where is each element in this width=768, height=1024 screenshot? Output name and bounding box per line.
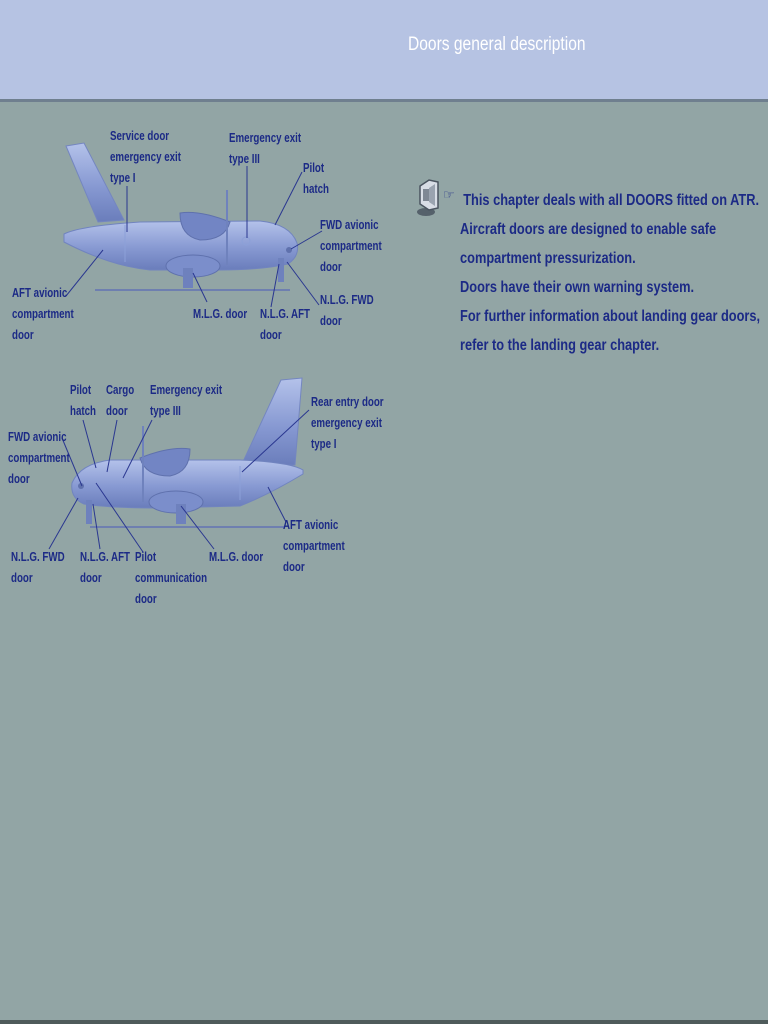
- pointing-hand-icon: ☞: [443, 187, 455, 202]
- label-pilot-hatch-2: Pilot hatch: [70, 383, 97, 418]
- description-line: Aircraft doors are designed to enable safe: [460, 221, 717, 238]
- bottom-border: [0, 1020, 768, 1024]
- description-line: This chapter deals with all DOORS fitted on ATR.: [463, 192, 760, 209]
- label-pilot-communication-door: Pilot communication door: [135, 550, 208, 606]
- label-service-door: Service door emergency exit type I: [110, 129, 182, 185]
- label-emergency-exit-type3: Emergency exit type III: [229, 131, 302, 166]
- label-fwd-avionic: FWD avionic compartment door: [320, 218, 382, 274]
- description-paragraph: [460, 186, 760, 360]
- label-aft-avionic-2: AFT avionic compartment door: [283, 518, 345, 574]
- description-line: Doors have their own warning system.: [460, 279, 695, 296]
- description-line: For further information about landing gear doors,: [460, 308, 761, 325]
- page-title: Doors general description: [408, 34, 586, 55]
- label-cargo-door: Cargo door: [106, 383, 135, 418]
- label-fwd-avionic-2: FWD avionic compartment door: [8, 430, 70, 486]
- label-nlg-aft-2: N.L.G. AFT door: [80, 550, 131, 585]
- label-mlg-door: M.L.G. door: [193, 307, 248, 321]
- label-nlg-aft: N.L.G. AFT door: [260, 307, 311, 342]
- speaker-icon[interactable]: [416, 176, 442, 218]
- header-bar: [0, 0, 768, 102]
- description-line: refer to the landing gear chapter.: [460, 337, 660, 354]
- description-line: compartment pressurization.: [460, 250, 636, 267]
- label-pilot-hatch: Pilot hatch: [303, 161, 330, 196]
- label-mlg-door-2: M.L.G. door: [209, 550, 264, 564]
- label-nlg-fwd: N.L.G. FWD door: [320, 293, 374, 328]
- label-rear-entry-door: Rear entry door emergency exit type I: [311, 395, 384, 451]
- label-emergency-exit-type3-2: Emergency exit type III: [150, 383, 223, 418]
- label-nlg-fwd-2: N.L.G. FWD door: [11, 550, 65, 585]
- label-aft-avionic: AFT avionic compartment door: [12, 286, 74, 342]
